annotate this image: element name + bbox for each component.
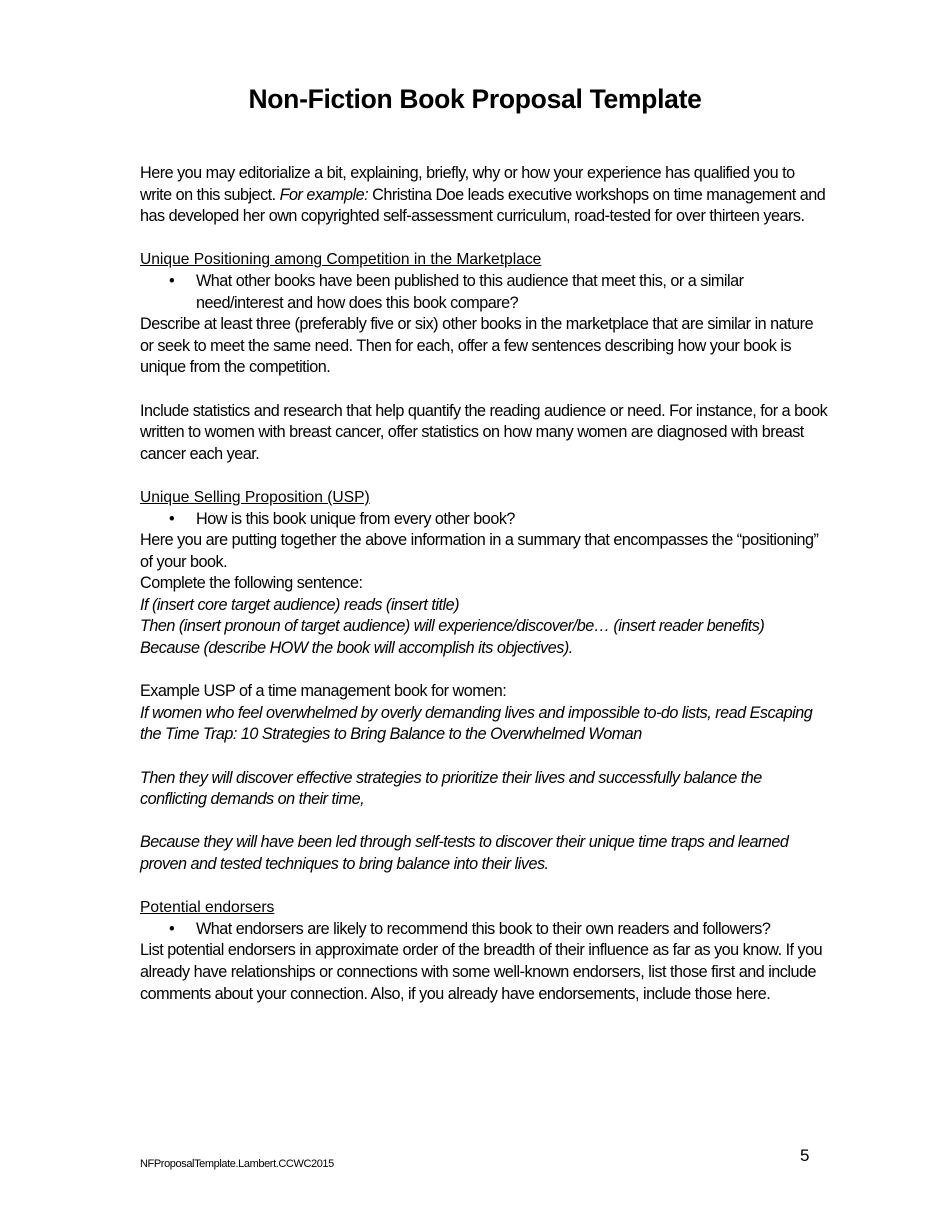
endorsers-heading: Potential endorsers <box>140 899 275 917</box>
page-title: Non-Fiction Book Proposal Template <box>248 84 702 114</box>
usp-because-text: Because (describe HOW the book will accomplish its objectives). <box>140 639 573 658</box>
positioning-paragraph-2: Include statistics and research that help quantify the reading audience or need. For instance, for a book written to women with breast cancer, offer statistics on how many women are diagnosed with breast cancer each year. <box>140 401 828 463</box>
usp-bullets <box>140 509 830 531</box>
document-body <box>140 163 830 1005</box>
positioning-heading: Unique Positioning among Competition in the Marketplace <box>140 251 542 269</box>
page-number: 5 <box>800 1146 810 1165</box>
usp-paragraph-1: Here you are putting together the above information in a summary that encompasses the “positioning” of your book. <box>140 531 819 571</box>
usp-heading: Unique Selling Proposition (USP) <box>140 488 370 506</box>
usp-example-then-text: Then they will discover effective strategies to prioritize their lives and successfully balance the conflicting demands on their time, <box>140 768 762 809</box>
usp-example-if <box>140 703 830 746</box>
usp-paragraph-2: Complete the following sentence: <box>140 574 363 593</box>
positioning-bullet: • What other books have been published to this audience that meet this, or a similar need/interest and how does this book compare? <box>140 271 830 314</box>
intro-text-1: Here you may editorialize a bit, explaining, briefly, why or how your experience has qualified you to write on this subject. <box>140 164 795 204</box>
usp-bullet: • How is this book unique from every other book? <box>140 509 830 531</box>
usp-if-text: If (insert core target audience) reads (insert title) <box>140 595 459 614</box>
positioning-paragraph-1: Describe at least three (preferably five or six) other books in the marketplace that are similar in nature or seek to meet the same need. Then for each, offer a few sentences describing how your book is unique from the competition. <box>140 315 814 377</box>
usp-example-because-text: Because they will have been led through self-tests to discover their unique time traps and learned proven and tested techniques to bring balance into their lives. <box>140 833 789 873</box>
usp-then-text: Then (insert pronoun of target audience) will experience/discover/be… (insert reader benefits) <box>140 617 765 636</box>
usp-then-line <box>140 616 830 638</box>
intro-text-2: Christina Doe leads executive workshops on time management and has developed her own copyrighted self-assessment curriculum, road-tested for over thirteen years. <box>140 185 826 226</box>
usp-example-then <box>140 768 830 811</box>
usp-example-intro: Example USP of a time management book for women: <box>140 682 507 701</box>
footer-text: NFProposalTemplate.Lambert.CCWC2015 <box>140 1158 334 1170</box>
intro-paragraph <box>140 163 830 228</box>
positioning-bullets <box>140 271 830 314</box>
endorsers-bullets <box>140 919 830 941</box>
endorsers-paragraph: List potential endorsers in approximate order of the breadth of their influence as far as you know. If you already have relationships or connections with some well-known endorsers, list those first and include comments about your connection. Also, if you already have endorsements, include those here. <box>140 941 823 1003</box>
endorsers-bullet: • What endorsers are likely to recommend this book to their own readers and followers? <box>140 919 830 941</box>
usp-because-line <box>140 638 830 660</box>
usp-example-because <box>140 832 830 875</box>
usp-example-if-text: If women who feel overwhelmed by overly demanding lives and impossible to-do lists, read Escaping the Time Trap: 10 Strategies to Bring Balance to the Overwhelmed Woman <box>140 703 813 744</box>
usp-if-line <box>140 595 830 617</box>
intro-example-label: For example: <box>279 185 369 204</box>
